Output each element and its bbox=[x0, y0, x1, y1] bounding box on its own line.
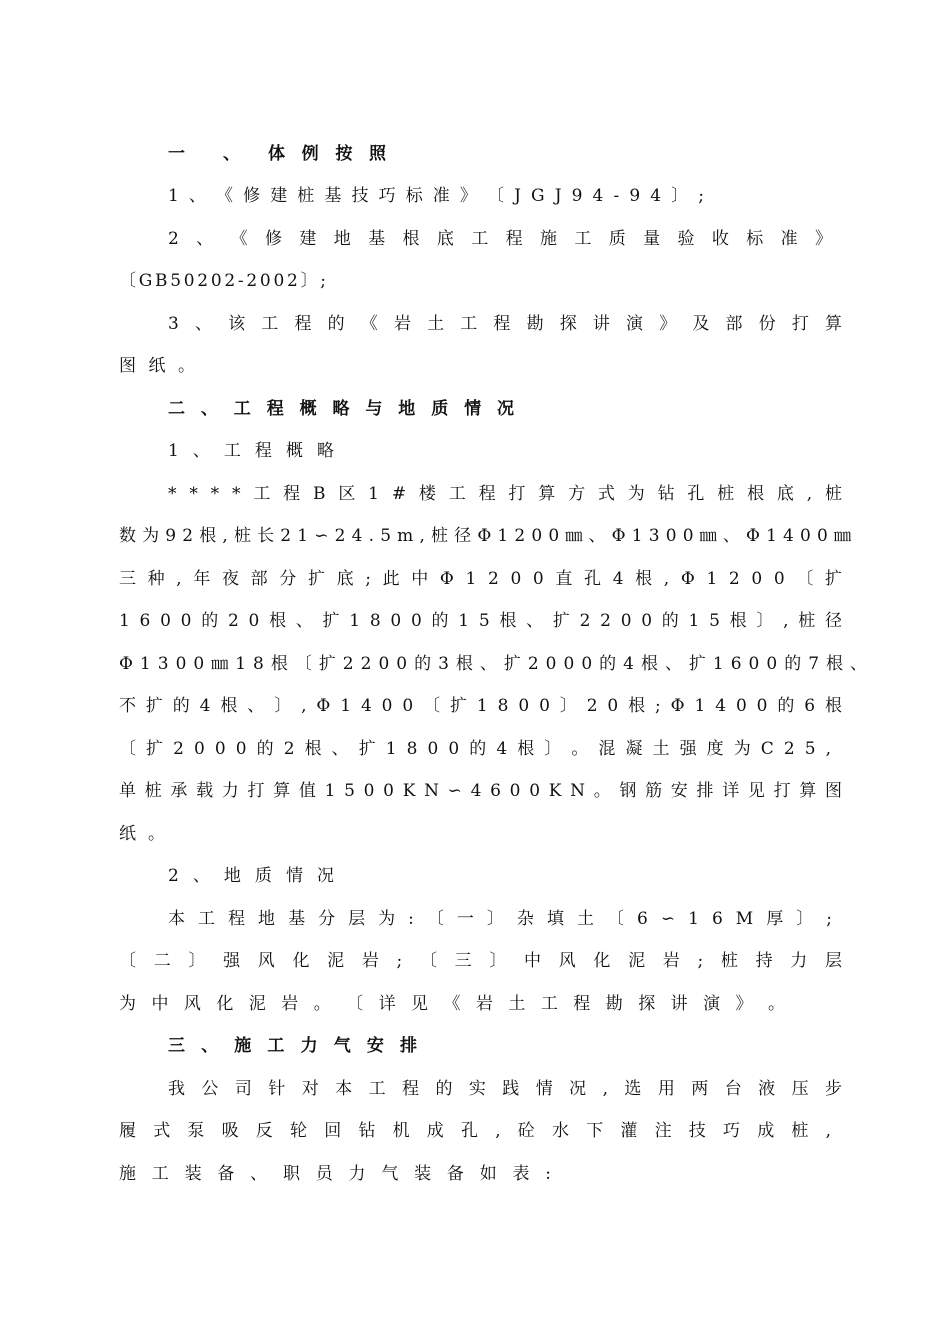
line-text: 履 式 泵 吸 反 轮 回 钻 机 成 孔 , 砼 水 下 灌 注 技 巧 成 桩 , bbox=[119, 1121, 831, 1141]
line-text: 1 、 《 修 建 桩 基 技 巧 标 准 》 〔 J G J 9 4 - 9 4 〕 ; bbox=[168, 186, 704, 206]
overview-paragraph-line-3 bbox=[0, 566, 950, 592]
line-text: 纸 。 bbox=[119, 824, 165, 844]
line-text: 2 、 《 修 建 地 基 根 底 工 程 施 工 质 量 验 收 标 准 》 bbox=[168, 229, 832, 249]
geology-paragraph-line-2 bbox=[0, 948, 950, 974]
overview-paragraph-line-5 bbox=[0, 651, 950, 677]
line-text: 图 纸 。 bbox=[119, 356, 195, 376]
overview-paragraph-line-7 bbox=[0, 736, 950, 762]
line-text: Φ 1 3 0 0 ㎜ 1 8 根 〔 扩 2 2 0 0 的 3 根 、 扩 2 0 0 0 的 4 根 、 扩 1 6 0 0 的 7 根 、 bbox=[119, 654, 867, 674]
line-text: 2 、 地 质 情 况 bbox=[168, 866, 334, 886]
line-text: 数 为 9 2 根 , 桩 长 2 1 ∽ 2 4 . 5 m , 桩 径 Φ 1 2 0 0 ㎜ 、 Φ 1 3 0 0 ㎜ 、 Φ 1 4 0 0 ㎜ bbox=[119, 526, 851, 546]
line-text: 不 扩 的 4 根 、 〕 , Φ 1 4 0 0 〔 扩 1 8 0 0 〕 2 0 根 ; Φ 1 4 0 0 的 6 根 bbox=[119, 696, 842, 716]
resource-paragraph-line-1 bbox=[0, 1076, 950, 1102]
overview-paragraph-line-1 bbox=[0, 481, 950, 507]
line-text: 3 、 该 工 程 的 《 岩 土 工 程 勘 探 讲 演 》 及 部 份 打 算 bbox=[168, 314, 842, 334]
overview-paragraph-line-9 bbox=[0, 821, 950, 847]
section-heading-1 bbox=[0, 141, 950, 167]
overview-paragraph-line-8 bbox=[0, 778, 950, 804]
line-text: 1 6 0 0 的 2 0 根 、 扩 1 8 0 0 的 1 5 根 、 扩 2 2 0 0 的 1 5 根 〕 , 桩 径 bbox=[119, 611, 842, 631]
resource-paragraph-line-2 bbox=[0, 1118, 950, 1144]
basis-item-2 bbox=[0, 226, 950, 252]
line-text: 〔 G B 5 0 2 0 2 - 2 0 0 2 〕 ; bbox=[119, 271, 326, 291]
line-text: 〔 扩 2 0 0 0 的 2 根 、 扩 1 8 0 0 的 4 根 〕 。 混 凝 土 强 度 为 C 2 5 , bbox=[119, 739, 831, 759]
geology-paragraph-line-3 bbox=[0, 991, 950, 1017]
geology-paragraph-line-1 bbox=[0, 906, 950, 932]
line-text: * * * * 工 程 B 区 1 # 楼 工 程 打 算 方 式 为 钻 孔 桩 根 底 , 桩 bbox=[168, 484, 842, 504]
overview-paragraph-line-4 bbox=[0, 608, 950, 634]
line-text: 我 公 司 针 对 本 工 程 的 实 践 情 况 , 选 用 两 台 液 压 步 bbox=[168, 1079, 842, 1099]
line-text: 本 工 程 地 基 分 层 为 : 〔 一 〕 杂 填 土 〔 6 ∽ 1 6 M 厚 〕 ; bbox=[168, 909, 832, 929]
overview-paragraph-line-2 bbox=[0, 523, 950, 549]
section-heading-2 bbox=[0, 396, 950, 422]
basis-item-3-continued bbox=[0, 353, 950, 379]
overview-paragraph-line-6 bbox=[0, 693, 950, 719]
subheading-geology bbox=[0, 863, 950, 889]
line-text: 三 种 , 年 夜 部 分 扩 底 ; 此 中 Φ 1 2 0 0 直 孔 4 根 , Φ 1 2 0 0 〔 扩 bbox=[119, 569, 842, 589]
basis-item-1 bbox=[0, 183, 950, 209]
line-text: 〔 二 〕 强 风 化 泥 岩 ; 〔 三 〕 中 风 化 泥 岩 ; 桩 持 力 层 bbox=[119, 951, 842, 971]
line-text: 施 工 装 备 、 职 员 力 气 装 备 如 表 : bbox=[119, 1164, 551, 1184]
resource-paragraph-line-3 bbox=[0, 1161, 950, 1187]
basis-item-3 bbox=[0, 311, 950, 337]
subheading-overview bbox=[0, 438, 950, 464]
line-text: 单 桩 承 载 力 打 算 值 1 5 0 0 K N ∽ 4 6 0 0 K N 。 钢 筋 安 排 详 见 打 算 图 bbox=[119, 781, 842, 801]
line-text: 为 中 风 化 泥 岩 。 〔 详 见 《 岩 土 工 程 勘 探 讲 演 》 。 bbox=[119, 994, 785, 1014]
line-text: 1 、 工 程 概 略 bbox=[168, 441, 334, 461]
section-heading-3 bbox=[0, 1033, 950, 1059]
heading-text: 三 、 施 工 力 气 安 排 bbox=[168, 1036, 417, 1056]
heading-text: 二 、 工 程 概 略 与 地 质 情 况 bbox=[168, 399, 514, 419]
heading-text: 体 例 按 照 bbox=[268, 144, 386, 164]
heading-number: 一 、 bbox=[168, 144, 240, 164]
basis-item-2-continued bbox=[0, 268, 950, 294]
